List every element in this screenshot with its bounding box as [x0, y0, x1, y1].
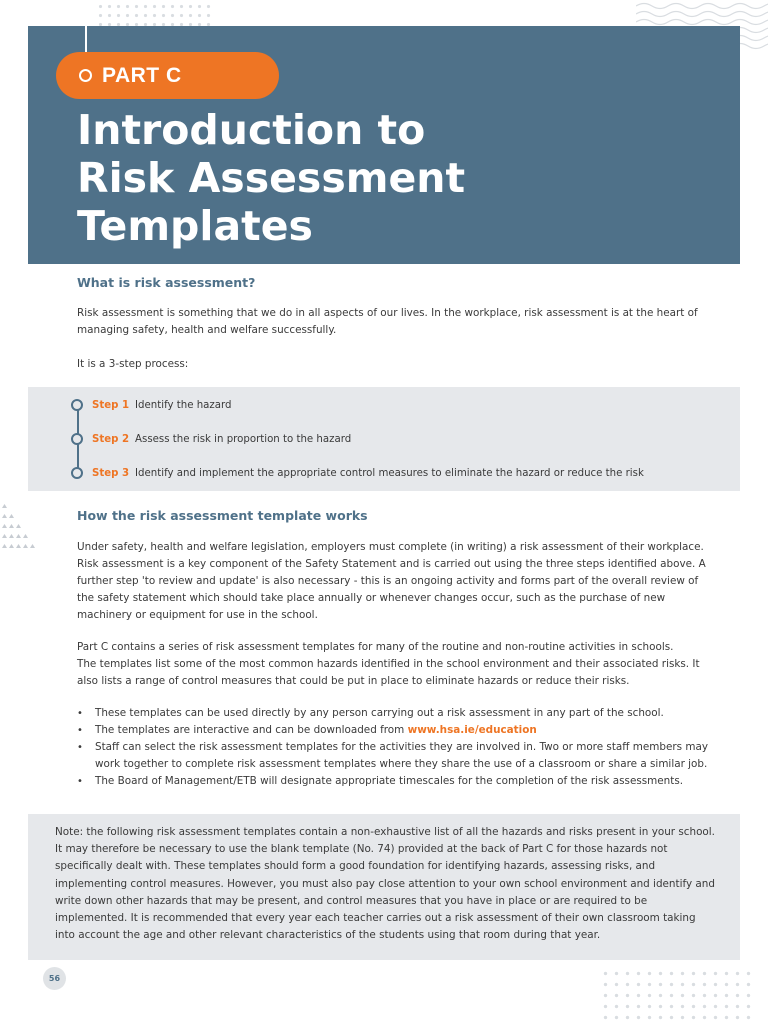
usage-bullet-list: [77, 705, 713, 790]
section-heading-what-is: What is risk assessment?: [77, 275, 256, 290]
title-line-1: Introduction to: [77, 106, 426, 154]
bullet-icon: •: [77, 776, 83, 787]
step-item: [71, 466, 644, 480]
title-line-2: Risk Assessment: [77, 154, 466, 202]
steps-panel: [28, 387, 740, 491]
section-heading-how-it-works: How the risk assessment template works: [77, 508, 368, 523]
page-title: [77, 106, 677, 250]
step-circle-icon: [71, 433, 83, 445]
step-item: [71, 398, 231, 412]
step-item: [71, 432, 351, 446]
part-c-paragraph: [77, 639, 713, 690]
ring-icon: [79, 69, 92, 82]
bullet-text: These templates can be used directly by any person carrying out a risk assessment in any part of the school.: [95, 707, 664, 719]
part-badge: [56, 52, 279, 99]
bullet-text: The templates are interactive and can be downloaded from: [95, 724, 408, 736]
decorative-dot-grid-bottom: [600, 968, 752, 1022]
hsa-education-link[interactable]: www.hsa.ie/education: [407, 724, 537, 736]
step-circle-icon: [71, 399, 83, 411]
bullet-text: The Board of Management/ETB will designate appropriate timescales for the completion of the risk assessments.: [95, 775, 684, 787]
bullet-icon: •: [77, 725, 83, 736]
list-item: [77, 722, 713, 739]
page-number: 56: [43, 967, 66, 990]
part-label: PART C: [102, 63, 182, 87]
step-text: Identify and implement the appropriate control measures to eliminate the hazard or reduce the risk: [135, 467, 644, 479]
bullet-icon: •: [77, 742, 83, 753]
step-label: Step 2: [92, 433, 130, 445]
title-line-3: Templates: [77, 202, 313, 250]
list-item: [77, 705, 713, 722]
decorative-triangles: [0, 496, 36, 562]
part-connector-line: [85, 0, 87, 60]
part-c-sentence: Part C contains a series of risk assessment templates for many of the routine and non-routine activities in schools.: [77, 641, 674, 653]
note-panel: [28, 814, 740, 960]
intro-paragraph: Risk assessment is something that we do in all aspects of our lives. In the workplace, risk assessment is at the heart of managing safety, health and welfare successfully.: [77, 307, 698, 336]
step-circle-icon: [71, 467, 83, 479]
step-text: Identify the hazard: [135, 399, 232, 411]
list-item: [77, 739, 713, 773]
step-label: Step 1: [92, 399, 130, 411]
list-item: [77, 773, 713, 790]
templates-sentence: The templates list some of the most common hazards identified in the school environment and their associated risks. It also lists a range of control measures that could be put in place to eliminate hazards or reduce their risks.: [77, 658, 700, 687]
bullet-icon: •: [77, 708, 83, 719]
step-text: Assess the risk in proportion to the hazard: [135, 433, 352, 445]
process-intro: It is a 3-step process:: [77, 358, 189, 370]
note-text: Note: the following risk assessment templates contain a non-exhaustive list of all the hazards and risks present in your school. It may therefore be necessary to use the blank template (No. 74) provided at the back of Part C for those hazards not specifically dealt with. These templates should form a good foundation for identifying hazards, assessing risks, and implementing control measures. However, you must also pay close attention to your own school environment and identify and write down other hazards that may be present, and control measures that you have in place or are required to be implemented. It is recommended that every year each teacher carries out a risk assessment of their own classroom taking into account the age and other relevant characteristics of the students using that room during that year.: [55, 826, 715, 942]
bullet-text: Staff can select the risk assessment templates for the activities they are involved in. Two or more staff members may work together to complete risk assessment templates where they share the use of a classroom or share a similar job.: [95, 741, 708, 770]
legislation-paragraph: Under safety, health and welfare legislation, employers must complete (in writing) a risk assessment of their workplace. Risk assessment is a key component of the Safety Statement and is carried out using the three steps identified above. A further step 'to review and update' is also necessary - this is an ongoing activity and forms part of the overall review of the safety statement which should take place annually or whenever changes occur, such as the purchase of new machinery or equipment for use in the school.: [77, 541, 706, 621]
step-label: Step 3: [92, 467, 130, 479]
